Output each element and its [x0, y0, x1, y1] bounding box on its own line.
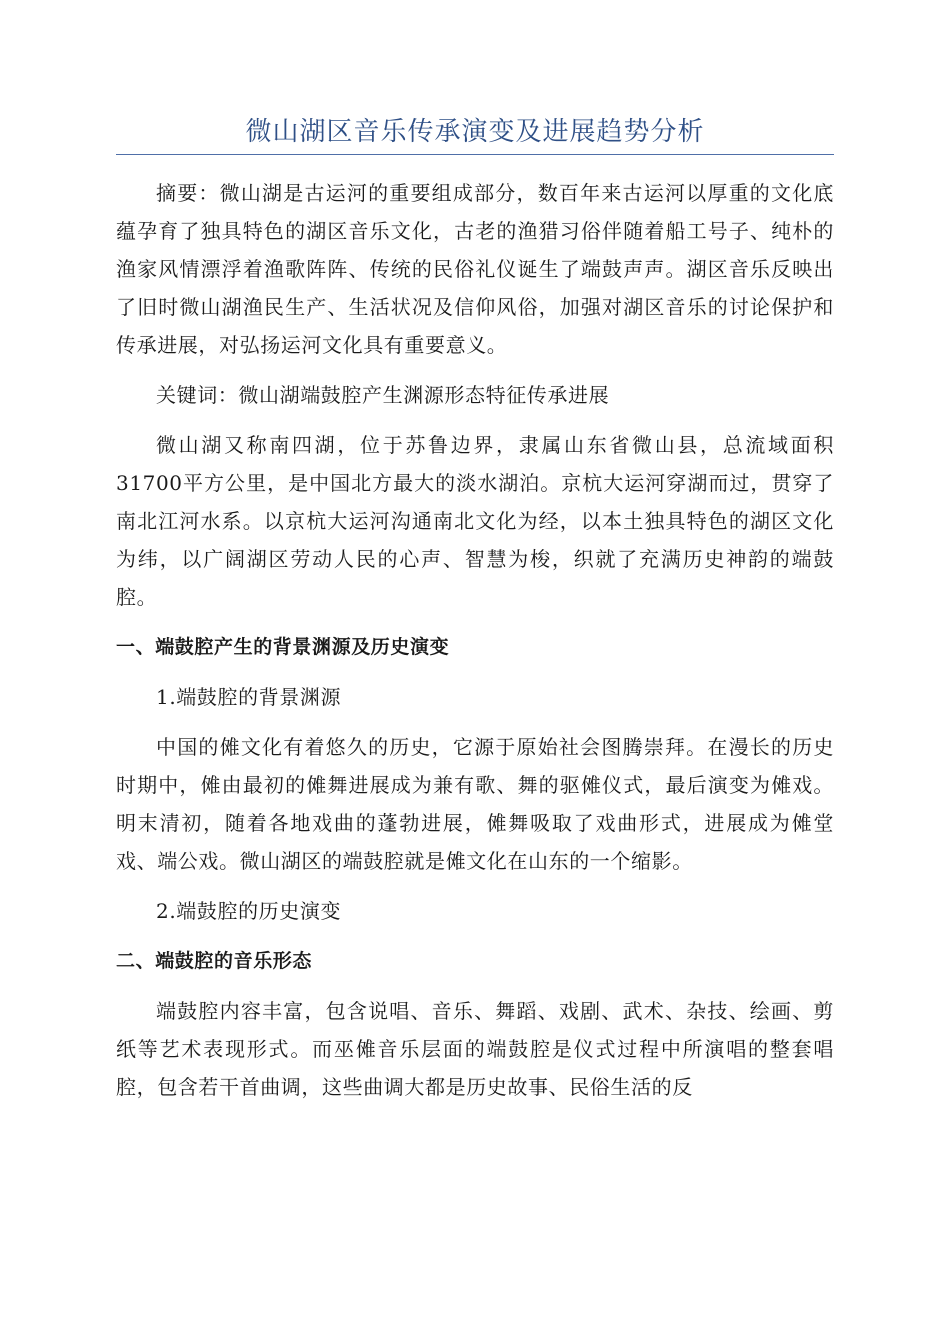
- section-1-heading: 一、端鼓腔产生的背景渊源及历史演变: [116, 636, 450, 658]
- abstract-paragraph: 摘要：微山湖是古运河的重要组成部分，数百年来古运河以厚重的文化底蕴孕育了独具特色的湖区音乐文化，古老的渔猎习俗伴随着船工号子、纯朴的渔家风情漂浮着渔歌阵阵、传统的民俗礼仪诞生了端鼓声声。湖区音乐反映出了旧时微山湖渔民生产、生活状况及信仰风俗，加强对湖区音乐的讨论保护和传承进展，对弘扬运河文化具有重要意义。: [116, 181, 834, 357]
- section-1-sub-1-heading: 1.端鼓腔的背景渊源: [156, 685, 342, 709]
- intro-paragraph: 微山湖又称南四湖，位于苏鲁边界，隶属山东省微山县，总流域面积31700平方公里，是中国北方最大的淡水湖泊。京杭大运河穿湖而过，贯穿了南北江河水系。以京杭大运河沟通南北文化为经，以本土独具特色的湖区文化为纬，以广阔湖区劳动人民的心声、智慧为梭，织就了充满历史神韵的端鼓腔。: [116, 433, 834, 609]
- section-2-heading: 二、端鼓腔的音乐形态: [116, 950, 313, 972]
- section-2-paragraph: 端鼓腔内容丰富，包含说唱、音乐、舞蹈、戏剧、武术、杂技、绘画、剪纸等艺术表现形式。而巫傩音乐层面的端鼓腔是仪式过程中所演唱的整套唱腔，包含若干首曲调，这些曲调大都是历史故事、民俗生活的反: [116, 999, 834, 1099]
- section-1-sub-2-heading: 2.端鼓腔的历史演变: [156, 899, 342, 923]
- keywords-paragraph: 关键词：微山湖端鼓腔产生渊源形态特征传承进展: [156, 383, 610, 407]
- document-body: [116, 174, 834, 1106]
- document-title: 微山湖区音乐传承演变及进展趋势分析: [245, 117, 705, 147]
- title-underline: [116, 154, 834, 155]
- section-1-sub-1-paragraph: 中国的傩文化有着悠久的历史，它源于原始社会图腾崇拜。在漫长的历史时期中，傩由最初的傩舞进展成为兼有歌、舞的驱傩仪式，最后演变为傩戏。明末清初，随着各地戏曲的蓬勃进展，傩舞吸取了戏曲形式，进展成为傩堂戏、端公戏。微山湖区的端鼓腔就是傩文化在山东的一个缩影。: [116, 735, 834, 873]
